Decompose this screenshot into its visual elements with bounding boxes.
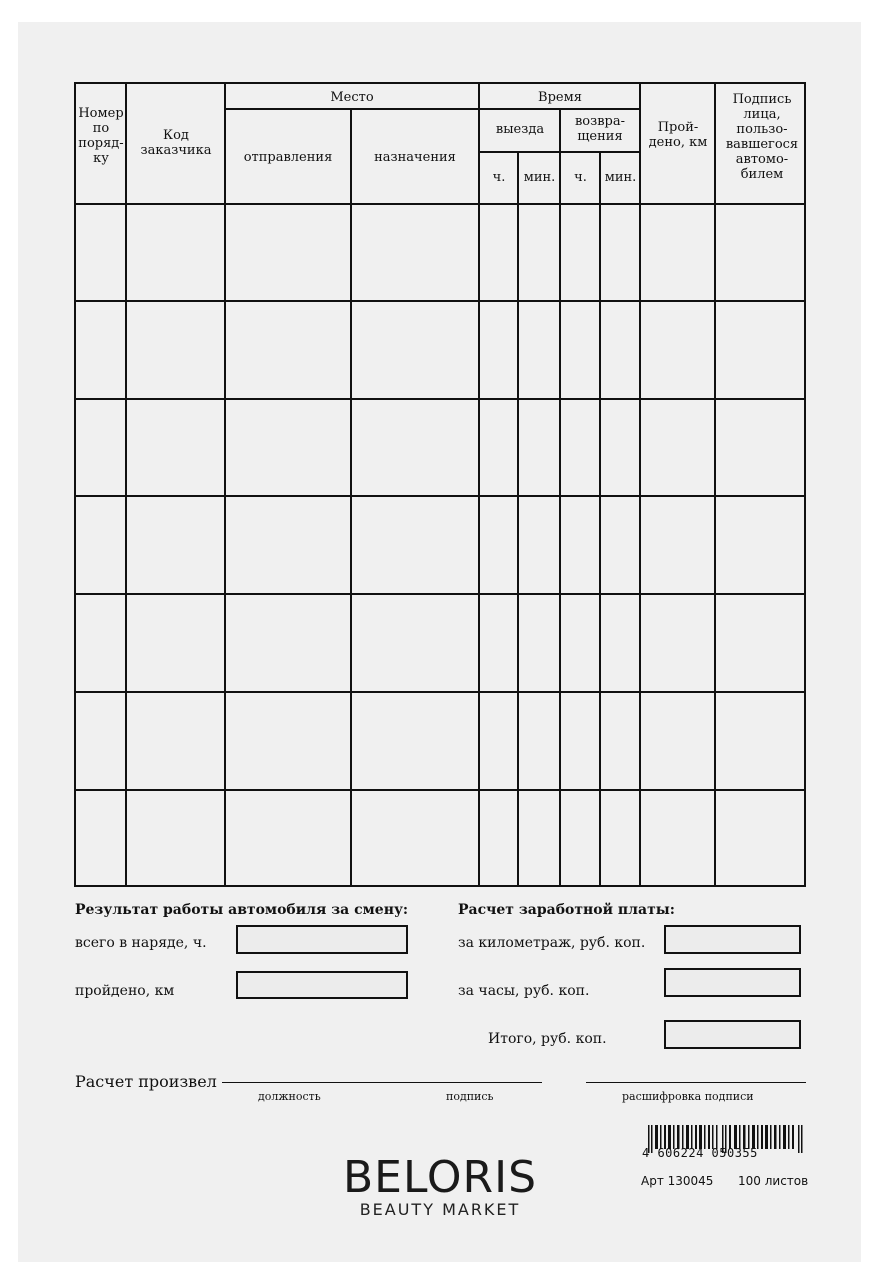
col-sign-header: Подпись лица, пользо-вавшегося автомо-билем [725,92,799,182]
hours-label: всего в наряде, ч. [75,935,207,951]
signature-label: Расчет произвел [75,1072,217,1091]
decode-caption: расшифровка подписи [622,1090,754,1103]
brand-tagline: BEAUTY MARKET [359,1200,521,1219]
results-title: Результат работы автомобиля за смену: [75,902,409,918]
article-number: Арт 130045 [641,1174,714,1188]
col-dest-header: назначения [374,150,456,165]
col-return-hours: ч. [574,170,587,185]
col-return-minutes: мин. [604,170,637,185]
col-return-header: возвра-щения [574,114,626,144]
position-sign-line[interactable] [222,1082,542,1083]
salary-total-label: Итого, руб. коп. [488,1031,607,1047]
col-exit-minutes: мин. [523,170,556,185]
position-caption: должность [258,1090,321,1103]
km-field[interactable] [236,971,408,999]
salary-hours-field[interactable] [664,968,801,997]
col-exit-hours: ч. [492,170,506,185]
sheet-count: 100 листов [738,1174,809,1188]
sign-caption: подпись [446,1090,494,1103]
col-number-header: Номер по поряд-ку [78,106,124,166]
barcode-digits: 4 606224 050355 [642,1146,758,1160]
decode-line[interactable] [586,1082,806,1083]
col-km-header: Прой-дено, км [648,120,708,150]
brand-name: BELORIS [342,1152,538,1203]
salary-km-field[interactable] [664,925,801,954]
hours-field[interactable] [236,925,408,954]
col-time-header: Время [538,90,582,105]
salary-total-field[interactable] [664,1020,801,1049]
salary-title: Расчет заработной платы: [458,902,675,918]
brand-logo [340,1152,540,1219]
col-depart-header: отправления [243,150,333,165]
col-code-header: Код заказчика [140,128,212,158]
salary-hours-label: за часы, руб. коп. [458,983,590,999]
col-exit-header: выезда [495,122,545,137]
km-label: пройдено, км [75,983,175,999]
salary-km-label: за километраж, руб. коп. [458,935,646,951]
col-place-header: Место [330,90,374,105]
